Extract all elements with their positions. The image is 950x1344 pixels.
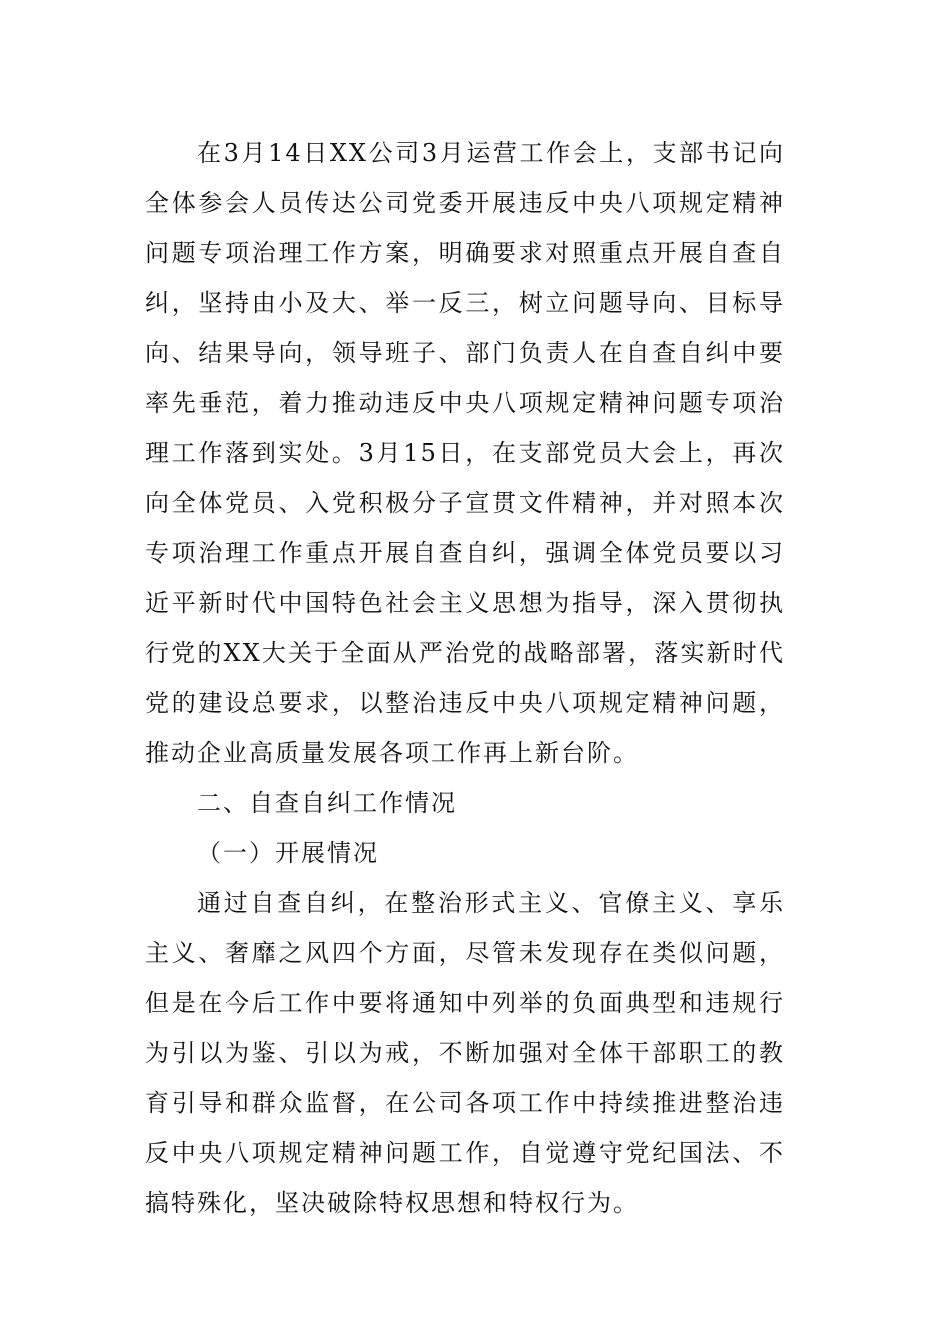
body-paragraph: 在3月14日XX公司3月运营工作会上，支部书记向全体参会人员传达公司党委开展违反中央八项规定精神问题专项治理工作方案，明确要求对照重点开展自查自纠，坚持由小及大、举一反三，树立问题导向、目标导向、结果导向，领导班子、部门负责人在自查自纠中要率先垂范，着力推动违反中央八项规定精神问题专项治理工作落到实处。3月15日，在支部党员大会上，再次向全体党员、入党积极分子宣贯文件精神，并对照本次专项治理工作重点开展自查自纠，强调全体党员要以习近平新时代中国特色社会主义思想为指导，深入贯彻执行党的XX大关于全面从严治党的战略部署，落实新时代党的建设总要求，以整治违反中央八项规定精神问题，推动企业高质量发展各项工作再上新台阶。 — [145, 139, 785, 767]
document-body — [145, 128, 785, 1228]
body-paragraph: 通过自查自纠，在整治形式主义、官僚主义、享乐主义、奢靡之风四个方面，尽管未发现存在类似问题，但是在今后工作中要将通知中列举的负面典型和违规行为引以为鉴、引以为戒，不断加强对全体干部职工的教育引导和群众监督，在公司各项工作中持续推进整治违反中央八项规定精神问题工作，自觉遵守党纪国法、不搞特殊化，坚决破除特权思想和特权行为。 — [145, 889, 785, 1217]
subsection-heading: （一）开展情况 — [197, 839, 379, 867]
section-heading: 二、自查自纠工作情况 — [197, 789, 457, 817]
